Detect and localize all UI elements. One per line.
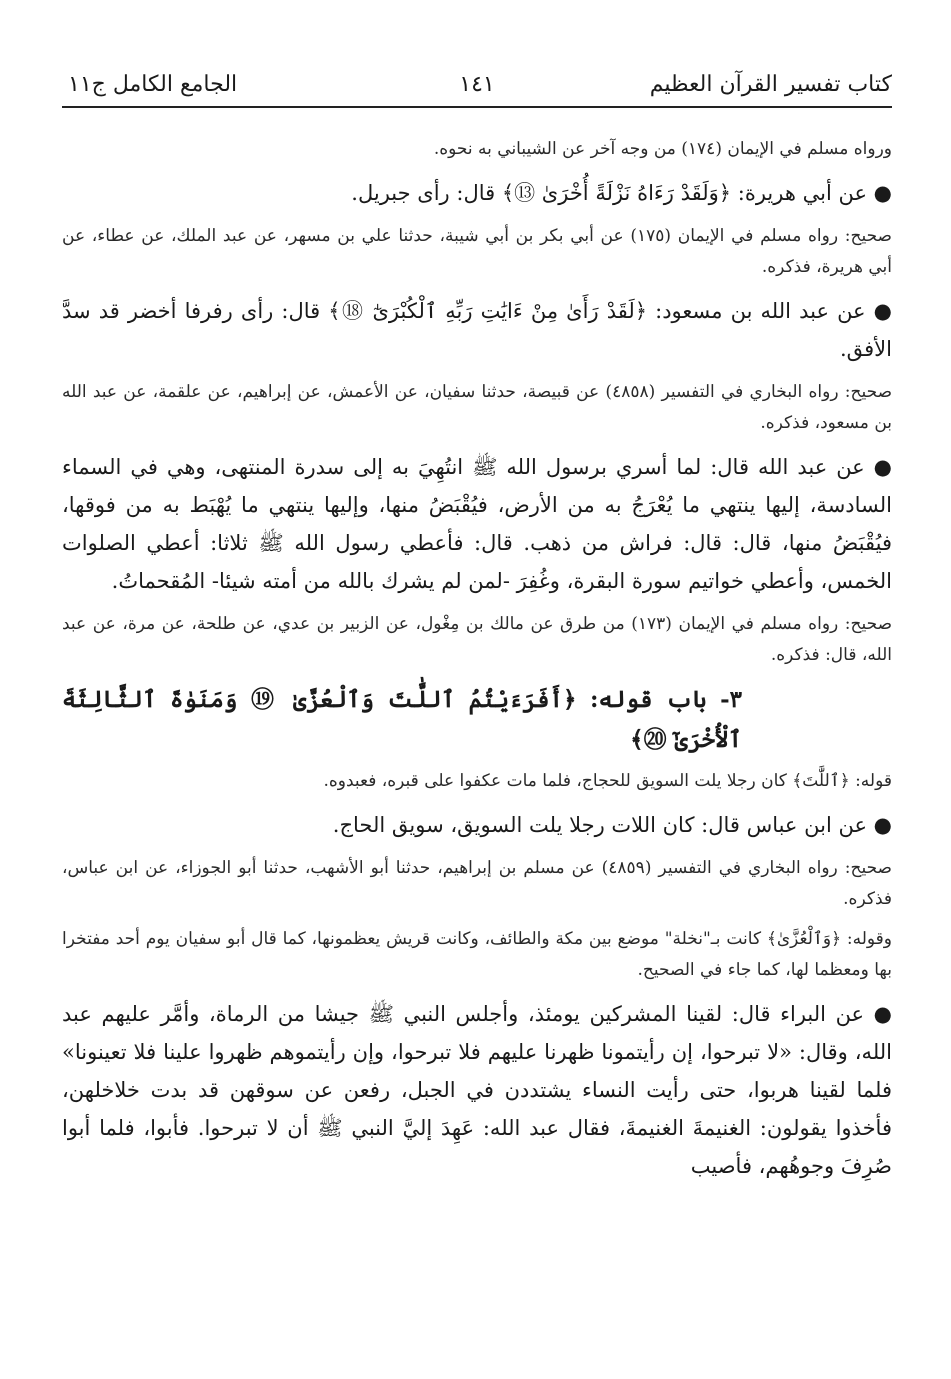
takhrij-note: صحيح: رواه مسلم في الإيمان (١٧٥) عن أبي بكر بن أبي شيبة، حدثنا علي بن مسهر، عن عبد الملك، عن عطاء، عن أبي هريرة، فذكره.	[62, 226, 892, 277]
book-page	[62, 62, 892, 1194]
takhrij-note: صحيح: رواه البخاري في التفسير (٤٨٥٨) عن قبيصة، حدثنا سفيان، عن الأعمش، عن إبراهيم، عن علقمة، عن عبد الله بن مسعود، فذكره.	[62, 382, 893, 433]
running-header	[62, 62, 892, 108]
commentary-note: قوله: ﴿ٱللَّٰتَ﴾ كان رجلا يلت السويق للحجاج، فلما مات عكفوا على قبره، فعبدوه.	[323, 771, 892, 791]
page-body	[62, 108, 892, 1185]
hadith-paragraph: ● عن ابن عباس قال: كان اللات رجلا يلت السويق، سويق الحاج.	[332, 813, 892, 837]
takhrij-note: صحيح: رواه البخاري في التفسير (٤٨٥٩) عن مسلم بن إبراهيم، حدثنا أبو الأشهب، حدثنا أبو الجوزاء، عن ابن عباس، فذكره.	[62, 858, 892, 909]
takhrij-note: صحيح: رواه مسلم في الإيمان (١٧٣) من طرق عن مالك بن مِغْول، عن الزبير بن عدي، عن طلحة، عن مرة، عن عبد الله، قال: فذكره.	[62, 614, 893, 665]
hadith-paragraph: ● عن البراء قال: لقينا المشركين يومئذ، وأجلس النبي ﷺ جيشا من الرماة، وأمَّر عليهم عبد الله، وقال: «لا تبرحوا، إن رأيتمونا ظهرنا عليهم فلا تبرحوا، وإن رأيتموهم ظهروا علينا فلا تعينونا» فلما لقينا هربوا، حتى رأيت النساء يشتددن في الجبل، رفعن عن سوقهن قد بدت خلاخلهن، فأخذوا يقولون: الغنيمةَ الغنيمةَ، فقال عبد الله: عَهِدَ إليَّ النبي ﷺ أن لا تبرحوا. فأبوا، فلما أبوا صُرِفَ وجوهُهم، فأصيب	[62, 1002, 892, 1178]
hadith-paragraph: ● عن عبد الله قال: لما أسري برسول الله ﷺ انتُهِيَ به إلى سدرة المنتهى، وهي في السماء السادسة، إليها ينتهي ما يُعْرَجُ به من الأرض، فيُقْبَضُ منها، وإليها ينتهي ما يُهْبَط به من فوقها، فيُقْبَضُ منها، قال: قال: فراش من ذهب. قال: فأعطي رسول الله ﷺ ثلاثا: أعطي الصلوات الخمس، وأعطي خواتيم سورة البقرة، وغُفِرَ -لمن لم يشرك بالله من أمته شيئا- المُقحماتُ.	[62, 455, 892, 593]
hadith-paragraph: ● عن أبي هريرة: ﴿وَلَقَدْ رَءَاهُ نَزْلَةً أُخْرَىٰ ⑬﴾ قال: رأى جبريل.	[351, 181, 892, 205]
book-title: كتاب تفسير القرآن العظيم	[649, 72, 892, 97]
chapter-heading: ٣- باب قوله: ﴿أَفَرَءَيْتُمُ ٱللَّٰتَ وَٱلْعُزَّىٰ ⑲ وَمَنَوٰةَ ٱلثَّالِثَةَ ٱلْأُخْرَىٰٓ ⑳﴾	[62, 686, 742, 753]
page-number: ١٤١	[459, 72, 495, 97]
hadith-paragraph: ● عن عبد الله بن مسعود: ﴿لَقَدْ رَأَىٰ مِنْ ءَايَٰتِ رَبِّهِ ٱلْكُبْرَىٰٓ ⑱﴾ قال: رأى رفرفا أخضر قد سدَّ الأفق.	[62, 299, 893, 361]
volume-label: الجامع الكامل ج١١	[68, 72, 238, 97]
commentary-note: وقوله: ﴿وَٱلْعُزَّىٰ﴾ كانت بـ"نخلة" موضع بين مكة والطائف، وكانت قريش يعظمونها، كما قال أبو سفيان يوم أحد مفتخرا بها ومعظما لها، كما جاء في الصحيح.	[62, 929, 892, 980]
takhrij-note: ورواه مسلم في الإيمان (١٧٤) من وجه آخر عن الشيباني به نحوه.	[433, 139, 892, 159]
